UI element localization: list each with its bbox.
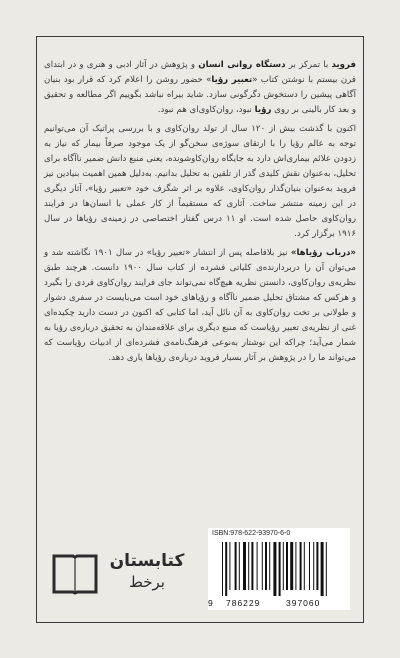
barcode-bar bbox=[321, 542, 324, 596]
barcode-bar bbox=[239, 542, 240, 590]
open-book-icon bbox=[50, 548, 100, 596]
barcode-digits-group2: 397060 bbox=[286, 598, 321, 608]
publisher-logo bbox=[48, 544, 198, 604]
barcode-bar bbox=[262, 542, 263, 590]
barcode-bar bbox=[290, 542, 293, 590]
publisher-name: کتابستان برخط bbox=[109, 551, 185, 591]
barcode-bar bbox=[257, 542, 258, 590]
barcode-bar bbox=[313, 542, 314, 590]
barcode-bar bbox=[283, 542, 284, 590]
isbn-label: ISBN:978-622-93970-6-0 bbox=[212, 530, 291, 537]
barcode-bar bbox=[222, 542, 223, 596]
barcode-bar bbox=[248, 542, 249, 590]
barcode-bar bbox=[326, 542, 327, 596]
barcode-bar bbox=[295, 542, 296, 590]
barcode-bar bbox=[273, 542, 276, 596]
isbn-barcode bbox=[208, 528, 350, 610]
paragraph-2: اکنون با گذشت بیش از ۱۲۰ سال از تولد روان‌کاوی و با بررسی پراتیک آن می‌توانیم توجه به عالم رؤیا را با ارتقای سوژه‌ی سخن‌گو از یک موجود صرفاً بیمار که نیاز به زدودن علائم بیماری‌اش دارد به جایگاه روان‌کاوشونده، یعنی منبع دانش ضمیر ناآگاه برای تحلیل، به‌عنوان نقش کلیدی گذر از تلقین به تحلیل بدانیم. به‌دلیل همین اهمیت بنیادین نیز فروید به‌عنوان بنیان‌گذار روان‌کاوی، علاوه بر اثر شگرف خود «تعبیر رؤیا»، آثار دیگری در این زمینه منتشر ساخت. آثاری که مستقیماً از کار عملی با انسان‌ها در فرایند روان‌کاوی حاصل شده است. او ۱۱ درس گفتار اختصاصی در زمینه‌ی رؤیاها در سال ۱۹۱۶ برگزار کرد. bbox=[44, 124, 356, 239]
barcode-bar bbox=[251, 542, 253, 590]
barcode-bar bbox=[229, 542, 230, 590]
barcode-bar bbox=[225, 542, 227, 596]
barcode-bar bbox=[286, 542, 288, 590]
barcode-bars bbox=[214, 542, 344, 598]
barcode-bar bbox=[279, 542, 281, 596]
barcode-digit-first: 9 bbox=[208, 598, 214, 608]
barcode-digits-group1: 786229 bbox=[226, 598, 261, 608]
barcode-bar bbox=[300, 542, 302, 590]
barcode-bar bbox=[243, 542, 246, 590]
barcode-bar bbox=[316, 542, 318, 590]
paragraph-3: «درباب رؤیاها» نیز بلافاصله پس از انتشار «تعبیر رؤیا» در سال ۱۹۰۱ نگاشته شد و می‌توان آن را دربردارنده‌ی کلیاتی فشرده از کتاب سال ۱۹۰۰ دانست. هرچند طبق نظریه‌ی روان‌کاوی، دانستن نظریه هیچ‌گاه نمی‌تواند جای فرایند روان‌کاوی فردی را بگیرد و هرکس که مشتاق تحلیل ضمیر ناآگاه و رؤیاهای خود است می‌بایست در سفری دشوار و طولانی بر تخت روان‌کاوی به آن نائل آید، اما کتابی که اکنون در دست دارید چکیده‌ای غنی از نظریه‌ی تعبیر رؤیاست که منبع دیگری برای علاقه‌مندان به تحقیق درباره‌ی رؤیا به شمار می‌آید؛ چراکه این نوشتار به‌نوعی فرهنگ‌نامه‌ی فشرده‌ای از ادبیات رؤیاست که می‌تواند ما را در پژوهش بر آثار بسیار فروید درباره‌ی رؤیاها یاری دهد. bbox=[44, 248, 356, 363]
barcode-bar bbox=[235, 542, 237, 590]
barcode-bar bbox=[269, 542, 270, 590]
barcode-bar bbox=[265, 542, 267, 590]
paragraph-1: فروید با تمرکز بر دستگاه روانی انسان و پژوهش در آثار ادبی و هنری و در ابتدای قرن بیستم با نوشتن کتاب «تعبیر رؤیا» حضور روشن را اعلام کرد که قرار بود بنیان آگاهی پیشین را دستخوش دگرگونی سازد. شاید بیراه نباشد بگوییم اگر مطالعه و تحقیق و بعد کار بالینی بر روی رؤیا نبود، روان‌کاوی‌ای هم نبود. bbox=[44, 60, 356, 115]
book-title-lead: «درباب رؤیاها» bbox=[290, 248, 356, 258]
barcode-bar bbox=[304, 542, 305, 590]
barcode-bar bbox=[309, 542, 310, 590]
lead-word: فروید bbox=[331, 60, 356, 70]
back-cover-text bbox=[44, 58, 356, 370]
